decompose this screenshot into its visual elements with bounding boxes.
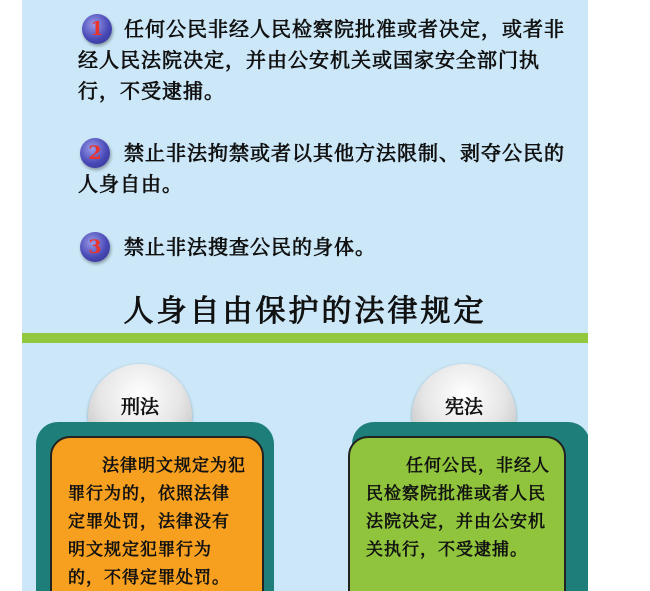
provision-text-1: 任何公民非经人民检察院批准或者决定，或者非经人民法院决定，并由公安机关或国家安全部门执行，不受逮捕。 — [78, 17, 565, 103]
card-text-constitution: 任何公民，非经人民检察院批准或者人民法院决定，并由公安机关执行，不受逮捕。 — [366, 456, 550, 560]
number-badge-2: 2 — [80, 138, 110, 168]
content-panel — [22, 0, 588, 591]
number-badge-3: 3 — [80, 232, 110, 262]
number-badge-1: 1 — [82, 14, 112, 44]
divider — [22, 333, 588, 343]
provision-text-2: 禁止非法拘禁或者以其他方法限制、剥夺公民的人身自由。 — [78, 141, 565, 196]
card-label-criminal-law: 刑法 — [120, 396, 159, 418]
card-text-criminal-law: 法律明文规定为犯罪行为的，依照法律定罪处罚，法律没有明文规定犯罪行为的，不得定罪处罚。 — [68, 456, 246, 588]
section-title: 人身自由保护的法律规定 — [123, 294, 487, 329]
provision-text-3: 禁止非法搜查公民的身体。 — [124, 235, 376, 259]
card-label-constitution: 宪法 — [444, 396, 483, 418]
